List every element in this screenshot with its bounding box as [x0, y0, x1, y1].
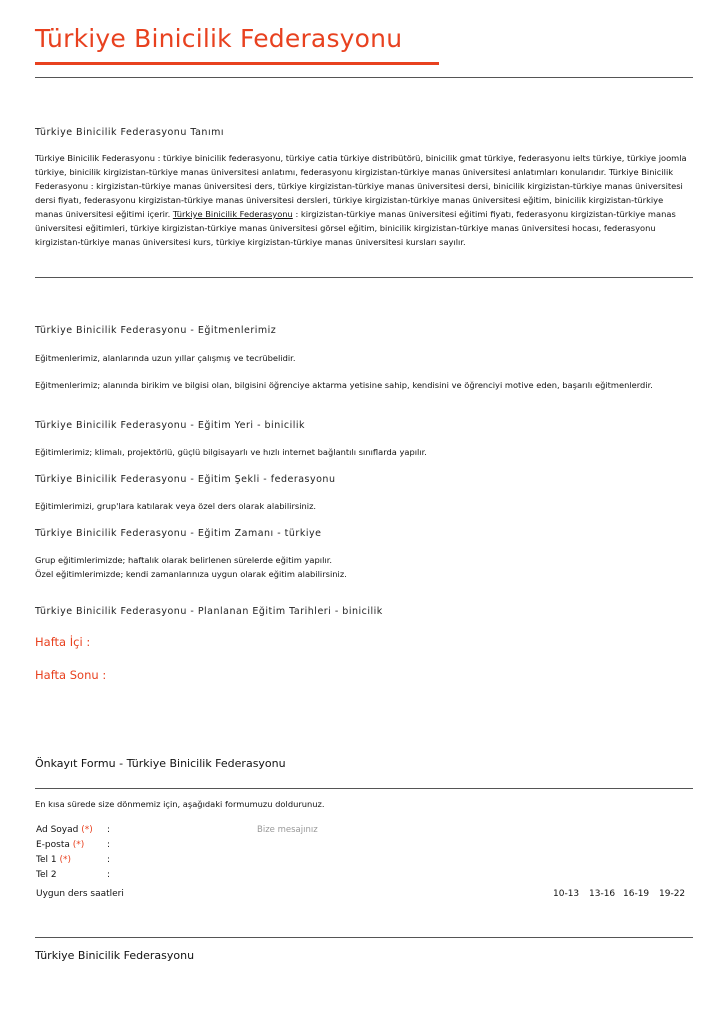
title-underline: [35, 62, 439, 65]
email-colon: :: [107, 840, 111, 850]
planned-heading: Türkiye Binicilik Federasyonu - Planlanan Eğitim Tarihleri - binicilik: [35, 606, 383, 617]
weekend-label: Hafta Sonu :: [35, 668, 107, 682]
hours-label: Uygun ders saatleri: [36, 889, 124, 899]
form-intro: En kısa sürede size dönmemiz için, aşağıdaki formumuzu doldurunuz.: [35, 799, 325, 809]
place-heading: Türkiye Binicilik Federasyonu - Eğitim Yeri - binicilik: [35, 420, 306, 431]
definition-text: [35, 151, 693, 249]
hours-option-3[interactable]: 16-19: [623, 889, 650, 899]
time-text-2: Özel eğitimlerimizde; kendi zamanlarınıza uygun olarak eğitim alabilirsiniz.: [35, 569, 347, 579]
hours-option-1[interactable]: 10-13: [553, 889, 580, 899]
footer-divider: [35, 937, 693, 938]
hours-option-4[interactable]: 19-22: [659, 889, 686, 899]
time-heading: Türkiye Binicilik Federasyonu - Eğitim Zamanı - türkiye: [35, 528, 322, 539]
phone1-label: [36, 855, 71, 865]
form-divider: [35, 788, 693, 789]
definition-text-before: Türkiye Binicilik Federasyonu : türkiye binicilik federasyonu, türkiye catia türkiye distribütörü, binicilik gmat türkiye, federasyonu ielts türkiye, türkiye joomla türkiye, binicilik kirgizistan-türkiye manas üniversitesi anlatımı, federasyonu kirgizistan-türkiye manas üniversitesi anlatımları konularıdır. Türkiye Binicilik Federasyonu : kirgizistan-türkiye manas üniversitesi ders, türkiye kirgizistan-türkiye manas üniversitesi dersi, binicilik kirgizistan-türkiye manas üniversitesi dersi fiyatı, federasyonu kirgizistan-türkiye manas üniversitesi dersleri, türkiye kirgizistan-türkiye manas üniversitesi eğitim, binicilik kirgizistan-türkiye manas üniversitesi eğitimi içerir.: [35, 153, 687, 219]
name-label-text: Ad Soyad: [36, 825, 79, 835]
style-heading: Türkiye Binicilik Federasyonu - Eğitim Şekli - federasyonu: [35, 474, 336, 485]
name-colon: :: [107, 825, 111, 835]
email-label: [36, 840, 84, 850]
phone1-label-text: Tel 1: [36, 855, 57, 865]
style-text: Eğitimlerimizi, grup'lara katılarak veya özel ders olarak alabilirsiniz.: [35, 501, 317, 511]
message-textarea[interactable]: Bize mesajınız: [257, 825, 318, 835]
email-label-text: E-posta: [36, 840, 70, 850]
phone1-colon: :: [107, 855, 111, 865]
page-title: Türkiye Binicilik Federasyonu: [35, 24, 403, 53]
trainers-heading: Türkiye Binicilik Federasyonu - Eğitmenlerimiz: [35, 325, 277, 336]
required-mark: (*): [72, 840, 85, 850]
definition-text-after: : kirgizistan-türkiye manas üniversitesi eğitimi fiyatı, federasyonu kirgizistan-türkiye manas üniversitesi eğitimleri, türkiye kirgizistan-türkiye manas üniversitesi görsel eğitim, binicilik kirgizistan-türkiye manas üniversitesi hocası, federasyonu kirgizistan-türkiye manas üniversitesi kurs, türkiye kirgizistan-türkiye manas üniversitesi kursları sayılır.: [35, 209, 676, 247]
name-label: [36, 825, 93, 835]
trainers-text-1: Eğitmenlerimiz, alanlarında uzun yıllar çalışmış ve tecrübelidir.: [35, 353, 296, 363]
definition-link[interactable]: Türkiye Binicilik Federasyonu: [172, 209, 293, 219]
hours-option-2[interactable]: 13-16: [589, 889, 616, 899]
time-text-1: Grup eğitimlerimizde; haftalık olarak belirlenen sürelerde eğitim yapılır.: [35, 555, 332, 565]
required-mark: (*): [59, 855, 71, 865]
form-heading: Önkayıt Formu - Türkiye Binicilik Federasyonu: [35, 757, 286, 770]
trainers-text-2: Eğitmenlerimiz; alanında birikim ve bilgisi olan, bilgisini öğrenciye aktarma yetisine sahip, kendisini ve öğrenciyi motive eden, başarılı eğitmenlerdir.: [35, 380, 653, 390]
definition-heading: Türkiye Binicilik Federasyonu Tanımı: [35, 127, 224, 138]
footer-text: Türkiye Binicilik Federasyonu: [35, 949, 195, 962]
phone2-colon: :: [107, 870, 111, 880]
section-divider: [35, 277, 693, 278]
required-mark: (*): [81, 825, 93, 835]
header-divider: [35, 77, 693, 78]
phone2-label: Tel 2: [36, 870, 57, 880]
weekdays-label: Hafta İçi :: [35, 635, 91, 649]
place-text: Eğitimlerimiz; klimalı, projektörlü, güçlü bilgisayarlı ve hızlı internet bağlantılı sınıflarda yapılır.: [35, 447, 427, 457]
